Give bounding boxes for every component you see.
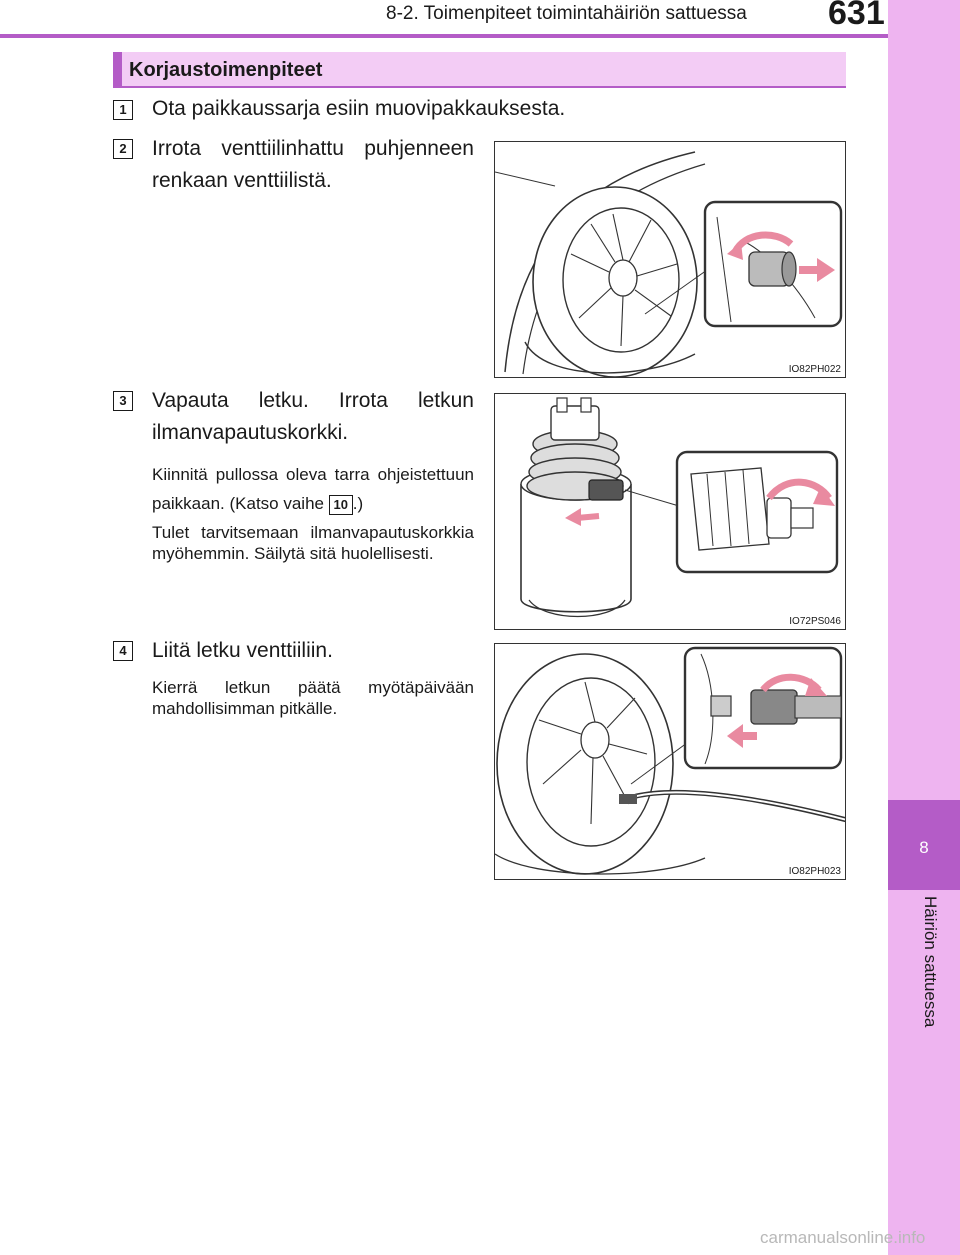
- hose-valve-illustration: [495, 644, 846, 880]
- figure-code: IO72PS046: [789, 616, 841, 627]
- step-text-3: Vapauta letku. Irrota letkun ilmanvapautuskorkki.: [152, 389, 474, 444]
- section-heading-text: Korjaustoimenpiteet: [129, 59, 323, 81]
- chapter-number: 8: [919, 838, 929, 857]
- note-label-text-before: Kiinnitä pullossa oleva tarra ohjeistettuun paikkaan. (Katso vaihe: [152, 465, 474, 513]
- step-badge-4: 4: [113, 641, 133, 661]
- chapter-label: Häiriön sattuessa: [921, 896, 940, 1028]
- bottle-hose-illustration: [495, 394, 846, 630]
- figure-hose-to-valve: [494, 643, 846, 880]
- site-watermark: carmanualsonline.info: [760, 1228, 926, 1247]
- step-3-note-keep-cap: Tulet tarvitsemaan ilmanvapautuskorkkia myöhemmin. Säilytä sitä huolellisesti.: [152, 523, 474, 563]
- step-reference-badge: 10: [329, 495, 353, 515]
- page-number: 631: [828, 0, 885, 32]
- step-badge-3: 3: [113, 391, 133, 411]
- section-heading: [113, 52, 846, 88]
- step-text-2: Irrota venttiilinhattu puhjenneen renkaan venttiilistä.: [152, 137, 474, 192]
- figure-hose-release: [494, 393, 846, 630]
- running-header-title: 8-2. Toimenpiteet toimintahäiriön sattuessa: [386, 3, 747, 24]
- figure-code: IO82PH023: [788, 866, 841, 877]
- figure-valve-cap: [494, 141, 846, 378]
- figure-code: IO82PH022: [788, 364, 841, 375]
- note-label-text-after: .): [352, 494, 364, 513]
- section-heading-underline: [113, 86, 846, 88]
- step-badge-1: 1: [113, 100, 133, 120]
- step-badge-2: 2: [113, 139, 133, 159]
- step-text-1: Ota paikkaussarja esiin muovipakkauksesta.: [152, 97, 566, 120]
- valve-cap-illustration: [495, 142, 846, 378]
- section-heading-accent: [113, 52, 122, 88]
- chapter-side-tab: [888, 0, 960, 1255]
- step-4-note: Kierrä letkun päätä myötäpäivään mahdollisimman pitkälle.: [152, 678, 474, 718]
- header-rule: [0, 34, 888, 38]
- step-3-note-label: [152, 460, 474, 518]
- step-text-4: Liitä letku venttiiliin.: [152, 639, 333, 662]
